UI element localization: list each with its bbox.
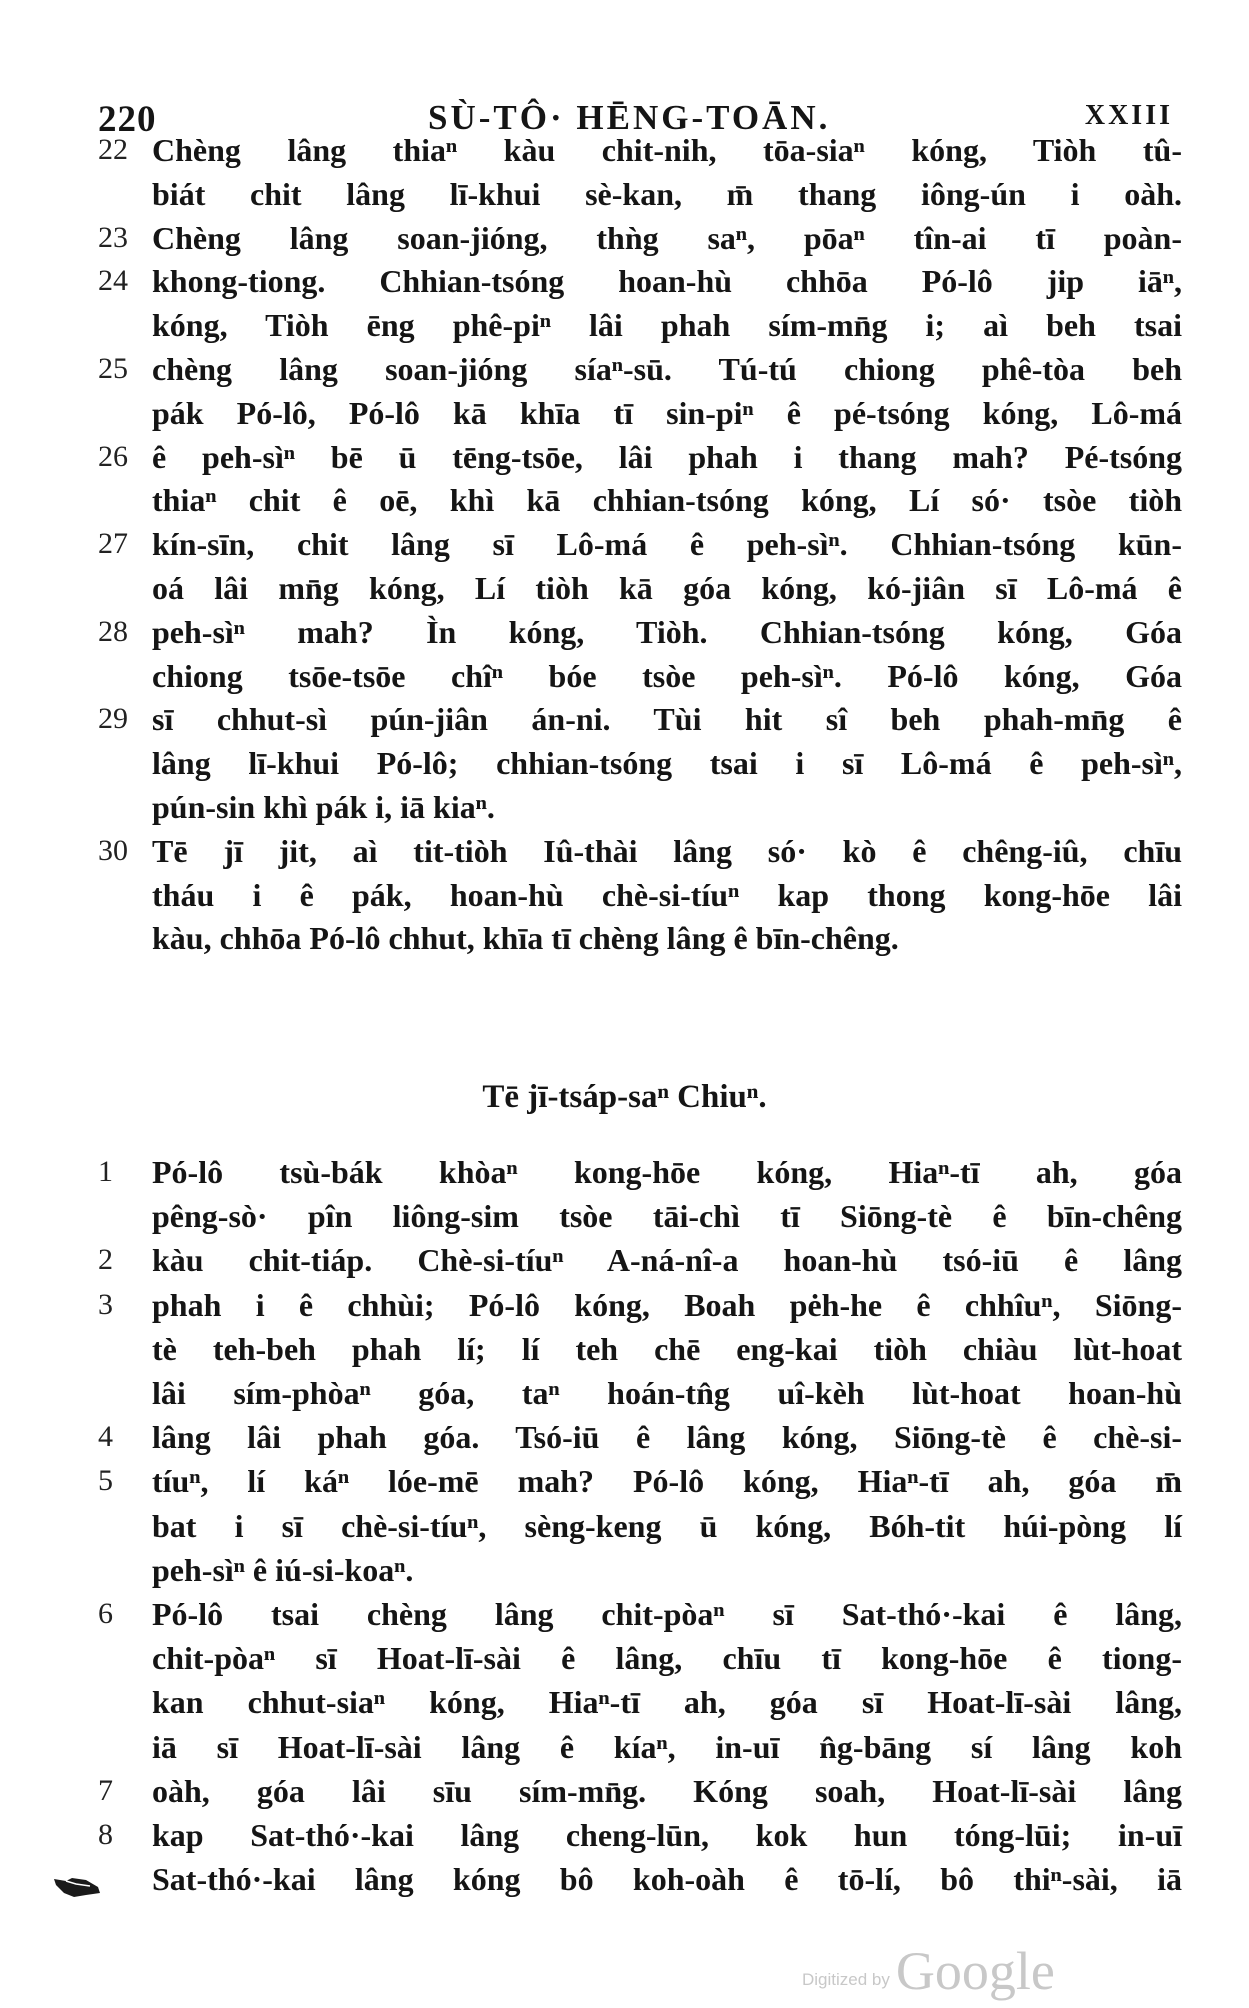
text-line — [0, 261, 1249, 305]
verse-number: 29 — [98, 702, 128, 736]
text-line — [0, 1550, 1249, 1594]
digitized-watermark — [802, 1940, 1055, 2002]
line-text: tháu i ê pák, hoan-hù chè-si-tíuⁿ kap thong kong-hōe lâi — [152, 876, 1182, 913]
line-text: phah i ê chhùi; Pó-lô kóng, Boah pėh-he ê chhîuⁿ, Siōng- — [152, 1286, 1182, 1323]
line-text: pêng-sò· pîn liông-sim tsòe tāi-chì tī Siōng-tè ê bīn-chêng — [152, 1198, 1182, 1235]
verse-number: 23 — [98, 220, 128, 254]
digitized-by-label: Digitized by — [802, 1970, 890, 1989]
line-text: oá lâi mn̄g kóng, Lí tiòh kā góa kóng, kó-jiân sī Lô-má ê — [152, 570, 1182, 606]
line-text: Chèng lâng thiaⁿ kàu chit-nih, tōa-siaⁿ kóng, Tiòh tû- — [152, 132, 1182, 168]
line-text: Tē jī jit, aì tit-tiòh Iû-thài lâng só· kò ê chêng-iû, chīu — [152, 832, 1182, 869]
verse-number: 3 — [98, 1287, 113, 1321]
page-number: 220 — [98, 99, 157, 140]
line-text: bat i sī chè-si-tíuⁿ, sèng-keng ū kóng, Bóh-tit húi-pòng lí — [152, 1507, 1182, 1544]
text-line — [0, 1373, 1249, 1417]
text-line — [0, 1682, 1249, 1726]
text-line — [0, 437, 1249, 481]
line-text: lâng lâi phah góa. Tsó-iū ê lâng kóng, Siōng-tè ê chè-si- — [152, 1419, 1182, 1456]
running-title: SÙ-TÔ· HĒNG-TOĀN. — [428, 98, 831, 137]
text-line — [0, 480, 1249, 524]
text-line — [0, 568, 1249, 612]
line-text: Chèng lâng soan-jióng, thǹg saⁿ, pōaⁿ tîn-ai tī poàn- — [152, 219, 1182, 256]
line-text: biát chit lâng lī-khui sè-kan, m̄ thang iông-ún i oàh. — [152, 175, 1182, 212]
line-text: lâi sím-phòaⁿ góa, taⁿ hoán-tn̂g uî-kèh lùt-hoat hoan-hù — [152, 1375, 1182, 1411]
line-text: pún-sin khì pák i, iā kiaⁿ. — [152, 789, 495, 825]
line-text: oàh, góa lâi sīu sím-mn̄g. Kóng soah, Hoat-lī-sài lâng — [152, 1772, 1182, 1809]
text-line — [0, 1417, 1249, 1461]
text-line — [0, 1594, 1249, 1638]
verse-number: 4 — [98, 1420, 113, 1454]
text-line — [0, 1196, 1249, 1240]
text-line — [0, 1152, 1249, 1196]
line-text: peh-sìⁿ mah? Ìn kóng, Tiòh. Chhian-tsóng kóng, Góa — [152, 613, 1182, 650]
verse-number: 7 — [98, 1773, 113, 1807]
text-line — [0, 1329, 1249, 1373]
text-line — [0, 1727, 1249, 1771]
text-line — [0, 831, 1249, 875]
line-text: kap Sat-thó·-kai lâng cheng-lūn, kok hun tóng-lūi; in-uī — [152, 1817, 1182, 1853]
line-text: thiaⁿ chit ê oē, khì kā chhian-tsóng kóng, Lí só· tsòe tiòh — [152, 482, 1182, 519]
text-line — [0, 1285, 1249, 1329]
verse-number: 6 — [98, 1597, 113, 1630]
text-line — [0, 1240, 1249, 1284]
text-line — [0, 918, 1249, 962]
text-line — [0, 1506, 1249, 1550]
verse-number: 28 — [98, 614, 128, 648]
text-line — [0, 1771, 1249, 1815]
line-text: lâng lī-khui Pó-lô; chhian-tsóng tsai i sī Lô-má ê peh-sìⁿ, — [152, 745, 1182, 782]
verse-number: 2 — [98, 1243, 113, 1277]
google-logo: Google — [895, 1941, 1055, 2001]
text-line — [0, 787, 1249, 831]
text-line — [0, 174, 1249, 218]
text-line — [0, 305, 1249, 349]
verse-number: 5 — [98, 1464, 113, 1498]
text-line — [0, 612, 1249, 656]
text-line — [0, 349, 1249, 393]
line-text: iā sī Hoat-lī-sài lâng ê kíaⁿ, in-uī n̂g-bāng sí lâng koh — [152, 1728, 1182, 1765]
chapter-number: XXIII — [1084, 100, 1173, 131]
line-text: peh-sìⁿ ê iú-si-koaⁿ. — [152, 1551, 414, 1588]
line-text: kóng, Tiòh ēng phê-piⁿ lâi phah sím-mn̄g i; aì beh tsai — [152, 307, 1182, 344]
text-line — [0, 743, 1249, 787]
text-line — [0, 875, 1249, 919]
text-line — [0, 1815, 1249, 1859]
line-text: Pó-lô tsù-bák khòaⁿ kong-hōe kóng, Hiaⁿ-tī ah, góa — [152, 1154, 1182, 1190]
text-line — [0, 1638, 1249, 1682]
pointing-hand-icon — [52, 1873, 102, 1899]
text-line — [0, 218, 1249, 262]
verse-number: 1 — [98, 1155, 113, 1188]
text-line — [0, 656, 1249, 700]
line-text: ê peh-sìⁿ bē ū tēng-tsōe, lâi phah i thang mah? Pé-tsóng — [152, 438, 1182, 475]
verse-number: 26 — [98, 439, 128, 473]
line-text: kín-sīn, chit lâng sī Lô-má ê peh-sìⁿ. Chhian-tsóng kūn- — [152, 526, 1182, 563]
line-text: Pó-lô tsai chèng lâng chit-pòaⁿ sī Sat-thó·-kai ê lâng, — [152, 1596, 1182, 1632]
chapter-heading: Tē jī-tsáp-saⁿ Chiuⁿ. — [482, 1079, 767, 1115]
line-text: chèng lâng soan-jióng síaⁿ-sū. Tú-tú chiong phê-tòa beh — [152, 351, 1182, 387]
line-text: tíuⁿ, lí káⁿ lóe-mē mah? Pó-lô kóng, Hiaⁿ-tī ah, góa m̄ — [152, 1463, 1182, 1500]
text-line — [0, 130, 1249, 174]
verse-number: 27 — [98, 527, 128, 561]
line-text: pák Pó-lô, Pó-lô kā khīa tī sin-piⁿ ê pé-tsóng kóng, Lô-má — [152, 394, 1182, 431]
verse-number: 24 — [98, 264, 128, 298]
line-text: kàu, chhōa Pó-lô chhut, khīa tī chèng lâng ê bīn-chêng. — [152, 920, 899, 957]
verse-number: 25 — [98, 352, 128, 385]
verse-number: 8 — [98, 1818, 113, 1851]
text-line — [0, 524, 1249, 568]
verse-number: 30 — [98, 833, 128, 867]
line-text: sī chhut-sì pún-jiân án-ni. Tùi hit sî beh phah-mn̄g ê — [152, 701, 1182, 738]
text-line — [0, 393, 1249, 437]
verse-number: 22 — [98, 133, 128, 166]
line-text: chit-pòaⁿ sī Hoat-lī-sài ê lâng, chīu tī kong-hōe ê tiong- — [152, 1640, 1182, 1677]
line-text: Sat-thó·-kai lâng kóng bô koh-oàh ê tō-lí, bô thiⁿ-sài, iā — [152, 1861, 1182, 1898]
line-text: kan chhut-siaⁿ kóng, Hiaⁿ-tī ah, góa sī Hoat-lī-sài lâng, — [152, 1684, 1182, 1721]
line-text: tè teh-beh phah lí; lí teh chē eng-kai tiòh chiàu lùt-hoat — [152, 1330, 1182, 1367]
text-line — [0, 1859, 1249, 1903]
text-line — [0, 1461, 1249, 1505]
line-text: khong-tiong. Chhian-tsóng hoan-hù chhōa Pó-lô jip iāⁿ, — [152, 263, 1182, 300]
text-line — [0, 699, 1249, 743]
line-text: chiong tsōe-tsōe chîⁿ bóe tsòe peh-sìⁿ. Pó-lô kóng, Góa — [152, 657, 1182, 694]
line-text: kàu chit-tiáp. Chè-si-tíuⁿ A-ná-nî-a hoan-hù tsó-iū ê lâng — [152, 1242, 1182, 1279]
